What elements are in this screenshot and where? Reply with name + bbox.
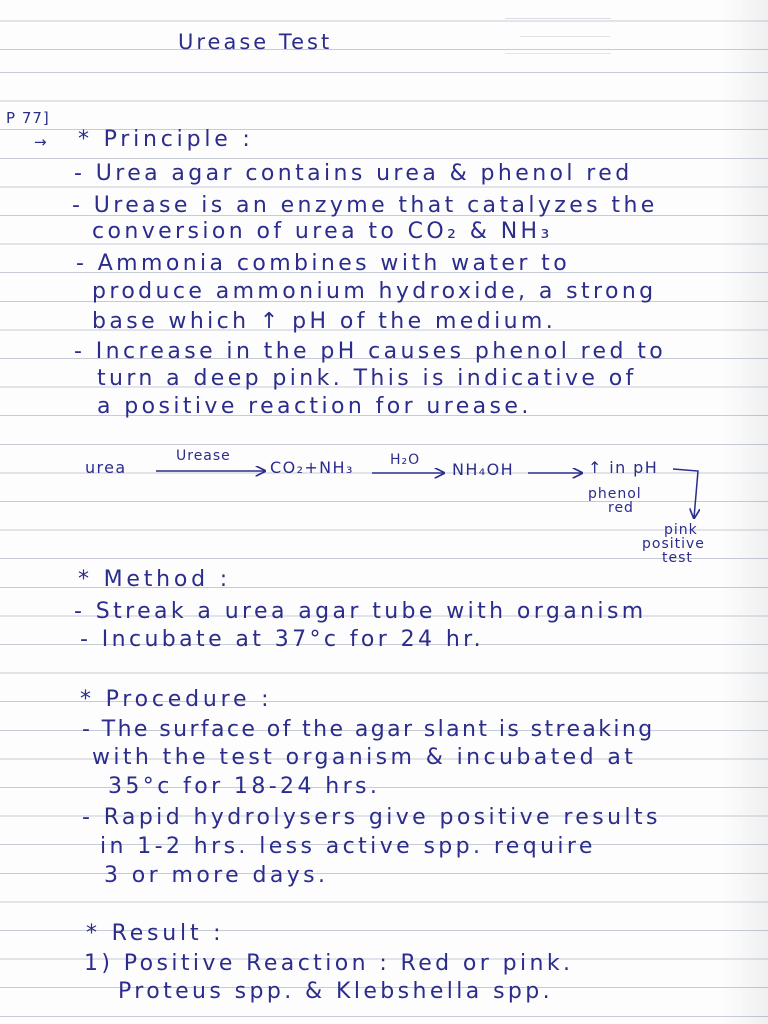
method-line: - Incubate at 37°c for 24 hr.	[80, 627, 484, 652]
procedure-line: - The surface of the agar slant is streaking	[82, 717, 655, 742]
method-heading: * Method :	[78, 567, 231, 592]
principle-line: conversion of urea to CO₂ & NH₃	[92, 219, 553, 244]
arrow-pink-icon	[673, 469, 698, 518]
reaction-outcome: test	[662, 550, 693, 566]
result-heading: * Result :	[86, 921, 225, 946]
principle-line: - Ammonia combines with water to	[76, 251, 571, 276]
reaction-outcome: positive	[642, 536, 705, 552]
principle-line: produce ammonium hydroxide, a strong	[92, 279, 657, 304]
reaction-intermediate: CO₂+NH₃	[270, 458, 354, 477]
reaction-reagent: H₂O	[390, 452, 421, 468]
reaction-enzyme: Urease	[176, 448, 231, 464]
procedure-line: 35°c for 18-24 hrs.	[108, 774, 381, 799]
result-line: Proteus spp. & Klebshella spp.	[118, 979, 554, 1004]
procedure-line: with the test organism & incubated at	[92, 745, 637, 770]
reaction-outcome: pink	[664, 522, 698, 538]
procedure-line: - Rapid hydrolysers give positive results	[82, 805, 661, 830]
margin-arrow-icon: →	[34, 133, 48, 151]
reaction-reactant: urea	[85, 458, 127, 477]
principle-heading: * Principle :	[78, 127, 254, 152]
principle-line: - Urea agar contains urea & phenol red	[74, 161, 633, 186]
reaction-effect: ↑ in pH	[588, 458, 659, 477]
principle-line: a positive reaction for urease.	[97, 394, 532, 419]
margin-note: P 77]	[6, 109, 50, 127]
principle-line: - Urease is an enzyme that catalyzes the	[72, 193, 658, 218]
principle-line: - Increase in the pH causes phenol red to	[74, 339, 667, 364]
reaction-product: NH₄OH	[452, 460, 515, 479]
procedure-heading: * Procedure :	[80, 687, 273, 712]
page-title: Urease Test	[178, 30, 333, 54]
reaction-indicator: red	[608, 500, 634, 516]
principle-line: turn a deep pink. This is indicative of	[97, 366, 637, 391]
procedure-line: 3 or more days.	[104, 863, 329, 888]
date-box-rule	[520, 36, 610, 37]
method-line: - Streak a urea agar tube with organism	[74, 599, 647, 624]
procedure-line: in 1-2 hrs. less active spp. require	[100, 834, 596, 859]
reaction-indicator: phenol	[588, 486, 642, 502]
result-line: 1) Positive Reaction : Red or pink.	[84, 951, 574, 976]
principle-line: base which ↑ pH of the medium.	[92, 309, 557, 334]
